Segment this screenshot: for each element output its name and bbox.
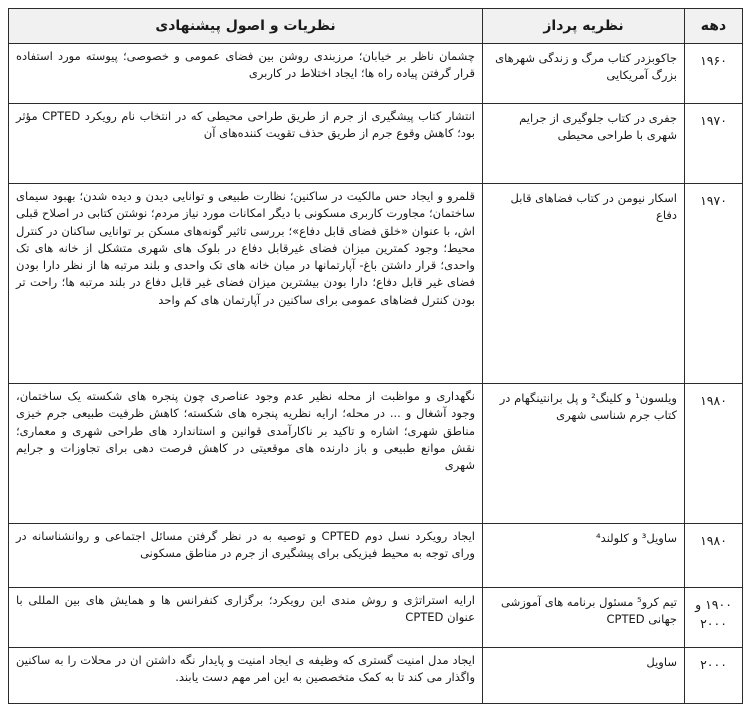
theorist-cell: تیم کرو⁵ مسئول برنامه های آموزشی جهانی CPTED: [483, 588, 685, 648]
principles-cell: ایجاد رویکرد نسل دوم CPTED و توصیه به در نظر گرفتن مسائل اجتماعی و روانشناسانه در ورای توجه به محیط فیزیکی برای پیشگیری از جرم در مناطق مسکونی: [9, 524, 483, 588]
table-row: [9, 524, 743, 588]
decade-cell: ۱۹۷۰: [685, 104, 743, 184]
theorist-cell: جفری در کتاب جلوگیری از جرایم شهری با طراحی محیطی: [483, 104, 685, 184]
table-header-row: [9, 9, 743, 44]
theories-table: [8, 8, 743, 704]
decade-cell: ۱۹۶۰: [685, 44, 743, 104]
decade-cell: ۱۹۸۰: [685, 384, 743, 524]
principles-cell: نگهداری و مواظبت از محله نظیر عدم وجود عناصری چون پنجره های شکسته یک ساختمان، وجود آشغال و ... در محله؛ ارایه نظریه پنجره های شکسته؛ کاهش ظرفیت طبیعی جرم خیزی مناطق شهری؛ اشاره و تاکید بر ناکارآمدی قوانین و استاندارد های طراحی شهری و معماری؛ نقش موانع طبیعی و باز دارنده های موقعیتی در کاهش فرصت دهی برای تجاوزات و جرایم شهری: [9, 384, 483, 524]
principles-cell: قلمرو و ایجاد حس مالکیت در ساکنین؛ نظارت طبیعی و توانایی دیدن و دیده شدن؛ بهبود سیمای ساختمان؛ مجاورت کاربری مسکونی با دیگر امکانات مورد نیاز مردم؛ نوشتن کتابی در اصلاح قبلی اش، با عنوان «خلق فضای قابل دفاع»؛ بررسی تاثیر گونه‌های مسکن بر توانایی ساکنان در کنترل محیط؛ وجود کمترین میزان فضای غیرقابل دفاع در بلوک های شهری متشکل از خانه های تک واحدی؛ قرار داشتن باغ- آپارتمانها در میان خانه های تک واحدی و بلند مرتبه ها از نظر دارا بودن فضای غیر قابل دفاع؛ دارا بودن بیشترین میزان فضای غیر قابل دفاع در بلند مرتبه ها؛ راحت تر بودن کنترل فضاهای عمومی برای ساکنین در آپارتمان های کم واحد: [9, 184, 483, 384]
decade-cell: ۱۹۷۰: [685, 184, 743, 384]
decade-cell: ۱۹۸۰: [685, 524, 743, 588]
principles-cell: انتشار کتاب پیشگیری از جرم از طریق طراحی محیطی که در انتخاب نام رویکرد CPTED مؤثر بود؛ کاهش وقوع جرم از طریق حذف تقویت کننده‌های آن: [9, 104, 483, 184]
table-row: [9, 588, 743, 648]
table-row: [9, 44, 743, 104]
decade-column-header: دهه: [685, 9, 743, 44]
principles-cell: چشمان ناظر بر خیابان؛ مرزبندی روشن بین فضای عمومی و خصوصی؛ پیوسته مورد استفاده قرار گرفتن پیاده راه ها؛ ایجاد اختلاط در کاربری: [9, 44, 483, 104]
theorist-cell: ساویل³ و کلولند⁴: [483, 524, 685, 588]
theorist-column-header: نظریه پرداز: [483, 9, 685, 44]
table-row: [9, 648, 743, 704]
theorist-cell: ویلسون¹ و کلینگ² و پل برانتینگهام در کتاب جرم شناسی شهری: [483, 384, 685, 524]
theorist-cell: جاکوبزدر کتاب مرگ و زندگی شهرهای بزرگ آمریکایی: [483, 44, 685, 104]
principles-column-header: نظریات و اصول پیشنهادی: [9, 9, 483, 44]
theorist-cell: اسکار نیومن در کتاب فضاهای قابل دفاع: [483, 184, 685, 384]
principles-cell: ارایه استراتژی و روش مندی این رویکرد؛ برگزاری کنفرانس ها و همایش های بین المللی با عنوان CPTED: [9, 588, 483, 648]
table-row: [9, 384, 743, 524]
table-row: [9, 104, 743, 184]
theorist-cell: ساویل: [483, 648, 685, 704]
decade-cell: ۱۹۰۰ و ۲۰۰۰: [685, 588, 743, 648]
principles-cell: ایجاد مدل امنیت گستری که وظیفه ی ایجاد امنیت و پایدار نگه داشتن ان در محلات را به ساکنین واگذار می کند تا به کمک متخصصین به این امر مهم دست یابند.: [9, 648, 483, 704]
table-row: [9, 184, 743, 384]
decade-cell: ۲۰۰۰: [685, 648, 743, 704]
